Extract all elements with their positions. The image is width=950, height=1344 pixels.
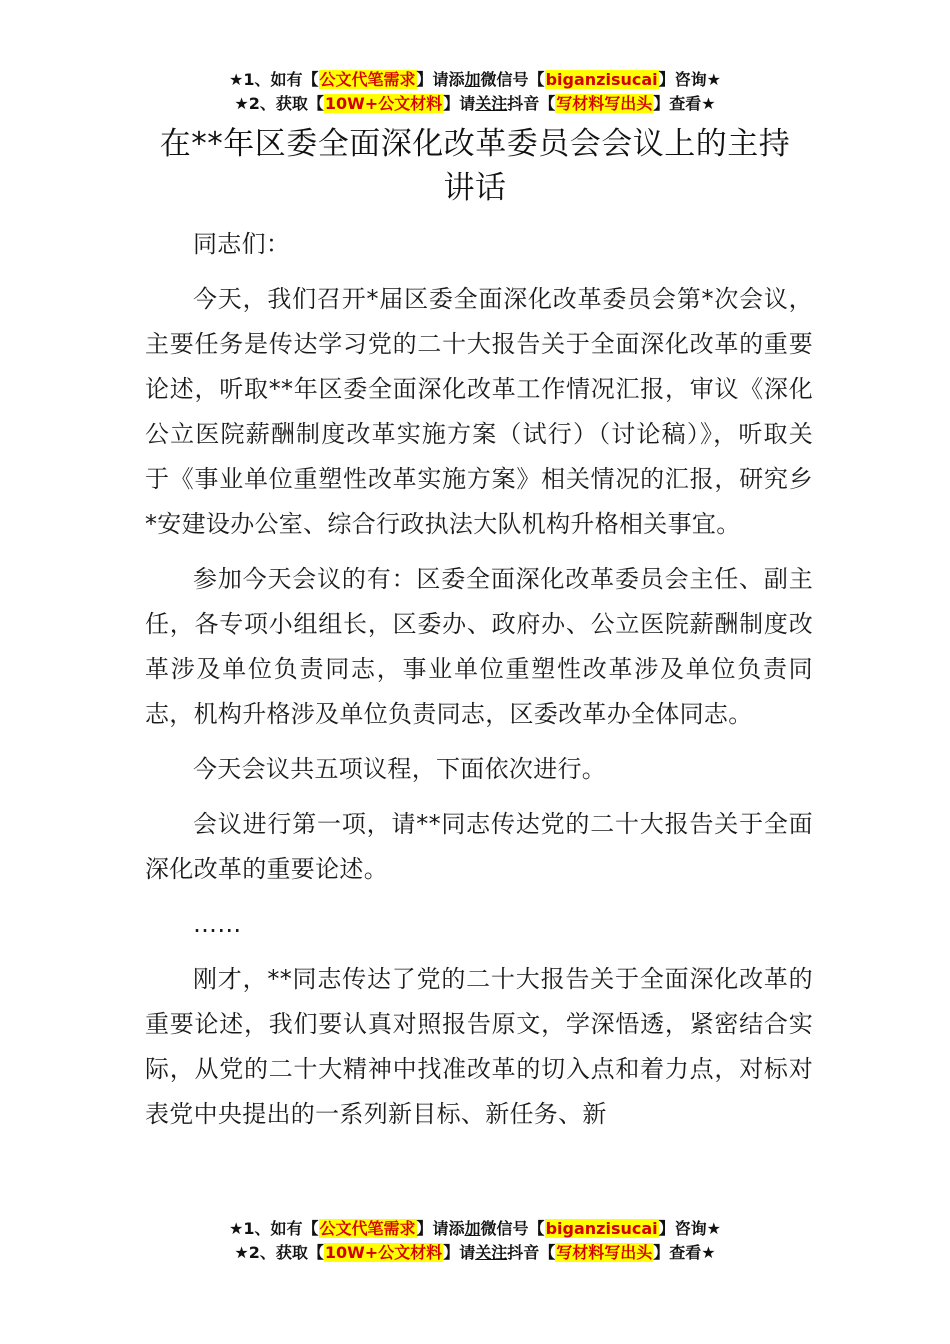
paragraph: 刚才，**同志传达了党的二十大报告关于全面深化改革的重要论述，我们要认真对照报告原文，学深悟透，紧密结合实际，从党的二十大精神中找准改革的切入点和着力点，对标对表党中央提出的一系列新目标、新任务、新 [145, 965, 813, 1128]
banner-line-2 [0, 92, 950, 116]
banner-text: 】咨询★ [658, 70, 721, 89]
header-banner [0, 68, 950, 116]
document-body [145, 222, 813, 1147]
ellipsis: …… [193, 910, 242, 938]
banner-underlined-text: 加 [464, 1219, 481, 1238]
banner-line-2 [0, 1241, 950, 1265]
footer-banner [0, 1217, 950, 1265]
banner-line-1 [0, 1217, 950, 1241]
paragraph: 今天，我们召开*届区委全面深化改革委员会第*次会议，主要任务是传达学习党的二十大报告关于全面深化改革的重要论述，听取**年区委全面深化改革工作情况汇报，审议《深化公立医院薪酬制度改革实施方案（试行）（讨论稿）》，听取关于《事业单位重塑性改革实施方案》相关情况的汇报，研究乡*安建设办公室、综合行政执法大队机构升格相关事宜。 [145, 285, 813, 538]
banner-text: 微信号【 [480, 70, 545, 89]
banner-text: 】查看★ [653, 94, 716, 113]
banner-text: ★2、获取【 [234, 94, 324, 113]
salutation: 同志们： [193, 230, 291, 258]
highlight-wechat-id: biganzisucai [545, 1219, 658, 1238]
banner-text: 】请添 [416, 70, 465, 89]
highlight-material: 10W+公文材料 [324, 1243, 443, 1262]
banner-text: 微信号【 [480, 1219, 545, 1238]
highlight-service: 公文代笔需求 [319, 1219, 416, 1238]
banner-underlined-text: 关注 [475, 1243, 508, 1262]
highlight-service: 公文代笔需求 [319, 70, 416, 89]
paragraph: 参加今天会议的有：区委全面深化改革委员会主任、副主任，各专项小组组长，区委办、政府办、公立医院薪酬制度改革涉及单位负责同志，事业单位重塑性改革涉及单位负责同志，机构升格涉及单位负责同志，区委改革办全体同志。 [145, 565, 813, 728]
highlight-material: 10W+公文材料 [324, 94, 443, 113]
highlight-douyin-id: 写材料写出头 [556, 94, 653, 113]
paragraph: 今天会议共五项议程，下面依次进行。 [193, 755, 607, 783]
paragraph: 会议进行第一项，请**同志传达党的二十大报告关于全面深化改革的重要论述。 [145, 810, 813, 883]
banner-text: 】咨询★ [658, 1219, 721, 1238]
banner-text: ★2、获取【 [234, 1243, 324, 1262]
banner-underlined-text: 关注 [475, 94, 508, 113]
banner-text: ★1、如有【 [229, 1219, 319, 1238]
banner-line-1 [0, 68, 950, 92]
banner-text: 】请添 [416, 1219, 465, 1238]
highlight-wechat-id: biganzisucai [545, 70, 658, 89]
banner-text: ★1、如有【 [229, 70, 319, 89]
banner-text: 】查看★ [653, 1243, 716, 1262]
banner-underlined-text: 加 [464, 70, 481, 89]
banner-text: 抖音【 [507, 94, 556, 113]
banner-text: 】请 [443, 94, 476, 113]
highlight-douyin-id: 写材料写出头 [556, 1243, 653, 1262]
banner-text: 抖音【 [507, 1243, 556, 1262]
document-title: 在**年区委全面深化改革委员会会议上的主持讲话 [159, 126, 791, 206]
banner-text: 】请 [443, 1243, 476, 1262]
